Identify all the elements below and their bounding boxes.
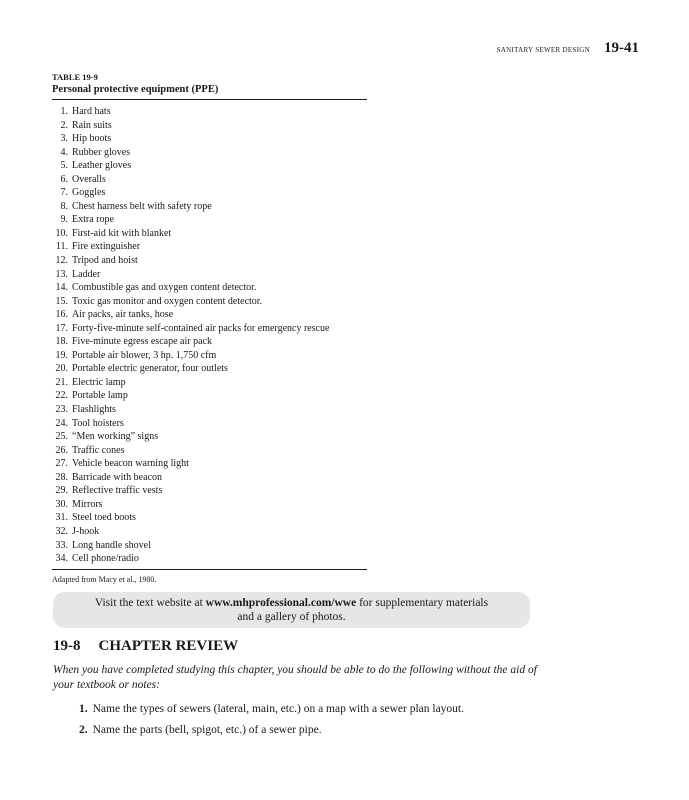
ppe-list-item [52,471,367,485]
ppe-list-item [52,403,367,417]
ppe-item-text: Chest harness belt with safety rope [72,200,212,212]
ppe-item-text: Toxic gas monitor and oxygen content detector. [72,295,263,307]
ppe-item-text: Barricade with beacon [72,471,162,483]
ppe-list-item [52,308,367,322]
ppe-list-item [52,132,367,146]
objective-item [79,702,464,717]
callout-prefix: Visit the text website at [94,597,206,609]
ppe-list-item [52,552,367,566]
ppe-list-item [52,349,367,363]
ppe-item-number: 27. [55,458,68,470]
ppe-item-number: 26. [55,444,68,456]
section-number: 19-8 [53,638,81,654]
ppe-item-text: Hip boots [72,133,112,145]
objectives-list [79,702,464,744]
ppe-item-text: Portable lamp [72,390,128,402]
ppe-item-text: Leather gloves [72,160,132,172]
ppe-item-number: 14. [55,282,68,294]
ppe-item-text: Portable electric generator, four outlets [72,363,228,375]
ppe-list-item [52,119,367,133]
ppe-list-item [52,186,367,200]
ppe-item-text: Traffic cones [72,444,125,456]
ppe-item-text: Goggles [72,187,106,199]
objective-item [79,723,464,738]
ppe-list-item [52,498,367,512]
ppe-item-number: 2. [60,119,68,131]
ppe-list-item [52,457,367,471]
ppe-item-number: 22. [55,390,68,402]
ppe-item-text: “Men working” signs [72,431,159,443]
ppe-item-text: Steel toed boots [72,512,136,524]
ppe-item-text: Electric lamp [72,376,126,388]
ppe-item-text: Combustible gas and oxygen content detector. [72,282,257,294]
ppe-item-text: Air packs, air tanks, hose [72,309,174,321]
ppe-item-number: 1. [60,106,68,117]
ppe-item-number: 19. [55,349,68,361]
ppe-list-item [52,173,367,187]
ppe-item-text: Overalls [72,173,106,185]
ppe-table [52,71,367,584]
ppe-item-number: 5. [60,160,68,172]
ppe-list-item [52,444,367,458]
ppe-item-number: 15. [55,295,68,307]
ppe-list-item [52,417,367,431]
ppe-item-number: 3. [60,133,68,145]
ppe-list-item [52,105,367,119]
ppe-item-number: 17. [55,322,68,334]
ppe-list-item [52,484,367,498]
ppe-item-number: 7. [60,187,68,199]
ppe-item-text: Rain suits [72,119,112,131]
ppe-item-text: Rubber gloves [72,146,131,158]
ppe-list-item [52,159,367,173]
ppe-item-number: 12. [55,255,68,267]
ppe-item-text: Extra rope [72,214,114,226]
website-callout [53,592,530,628]
ppe-item-text: Tripod and hoist [72,255,138,267]
ppe-list-item [52,525,367,539]
ppe-item-number: 6. [60,173,68,185]
objective-number: 1. [79,703,88,715]
ppe-item-number: 25. [55,431,68,443]
ppe-item-number: 34. [55,553,68,565]
ppe-item-text: Ladder [72,268,101,280]
ppe-item-number: 16. [55,309,68,321]
ppe-list-item [52,200,367,214]
objective-text: Name the parts (bell, spigot, etc.) of a sewer pipe. [92,724,322,736]
ppe-list-item [52,362,367,376]
ppe-item-text: Long handle shovel [72,539,151,551]
ppe-item-text: Forty-five-minute self-contained air packs for emergency rescue [72,322,330,334]
ppe-list-item [52,430,367,444]
running-head [497,40,639,57]
ppe-item-text: J-hook [72,525,100,537]
ppe-list-item [52,268,367,282]
ppe-item-number: 31. [55,512,68,524]
table-label: TABLE 19-9 [52,72,98,82]
ppe-item-text: First-aid kit with blanket [72,227,172,239]
ppe-item-text: Hard hats [72,106,111,117]
ppe-item-text: Fire extinguisher [72,241,141,253]
section-intro: When you have completed studying this chapter, you should be able to do the following without the aid of your textbook or notes: [53,664,537,691]
ppe-item-number: 28. [55,471,68,483]
objective-text: Name the types of sewers (lateral, main, etc.) on a map with a sewer plan layout. [92,703,465,715]
ppe-item-number: 23. [55,404,68,416]
ppe-list-item [52,511,367,525]
ppe-item-number: 8. [60,200,68,212]
ppe-list-item [52,376,367,390]
ppe-item-text: Tool hoisters [72,417,124,429]
website-url[interactable]: www.mhprofessional.com/wwe [205,597,357,609]
table-bottom-rule [52,569,367,570]
ppe-item-number: 18. [55,336,68,348]
ppe-item-number: 13. [55,268,68,280]
ppe-list-item [52,254,367,268]
table-source-note: Adapted from Macy et al., 1980. [52,574,157,584]
ppe-list-item [52,281,367,295]
ppe-item-number: 33. [55,539,68,551]
callout-line-1 [53,596,530,610]
page-number: 19-41 [604,40,639,56]
callout-suffix: for supplementary materials [356,597,489,609]
ppe-item-text: Vehicle beacon warning light [72,458,189,470]
ppe-item-number: 32. [55,525,68,537]
ppe-item-number: 30. [55,498,68,510]
ppe-list-item [52,146,367,160]
ppe-list-item [52,389,367,403]
ppe-item-number: 4. [60,146,68,158]
ppe-item-text: Portable air blower, 3 hp. 1,750 cfm [72,349,217,361]
ppe-item-number: 11. [55,241,68,253]
ppe-list-item [52,227,367,241]
ppe-item-number: 10. [55,227,68,239]
ppe-list [52,100,367,569]
ppe-item-text: Reflective traffic vests [72,485,163,497]
ppe-list-item [52,213,367,227]
ppe-item-text: Cell phone/radio [72,553,139,565]
ppe-list-item [52,322,367,336]
section-heading [53,638,238,655]
objective-number: 2. [79,724,88,736]
ppe-item-text: Five-minute egress escape air pack [72,336,212,348]
ppe-item-number: 24. [55,417,68,429]
section-title: CHAPTER REVIEW [98,638,239,654]
ppe-list-item [52,240,367,254]
ppe-list-item [52,539,367,553]
ppe-item-text: Mirrors [72,498,103,510]
callout-line-2: and a gallery of photos. [237,611,346,623]
ppe-item-text: Flashlights [72,404,116,416]
ppe-list-item [52,295,367,309]
ppe-list-item [52,335,367,349]
ppe-item-number: 20. [55,363,68,375]
table-title: Personal protective equipment (PPE) [52,84,219,95]
ppe-item-number: 9. [60,214,68,226]
ppe-item-number: 29. [55,485,68,497]
ppe-item-number: 21. [55,376,68,388]
running-head-section: SANITARY SEWER DESIGN [496,46,590,54]
